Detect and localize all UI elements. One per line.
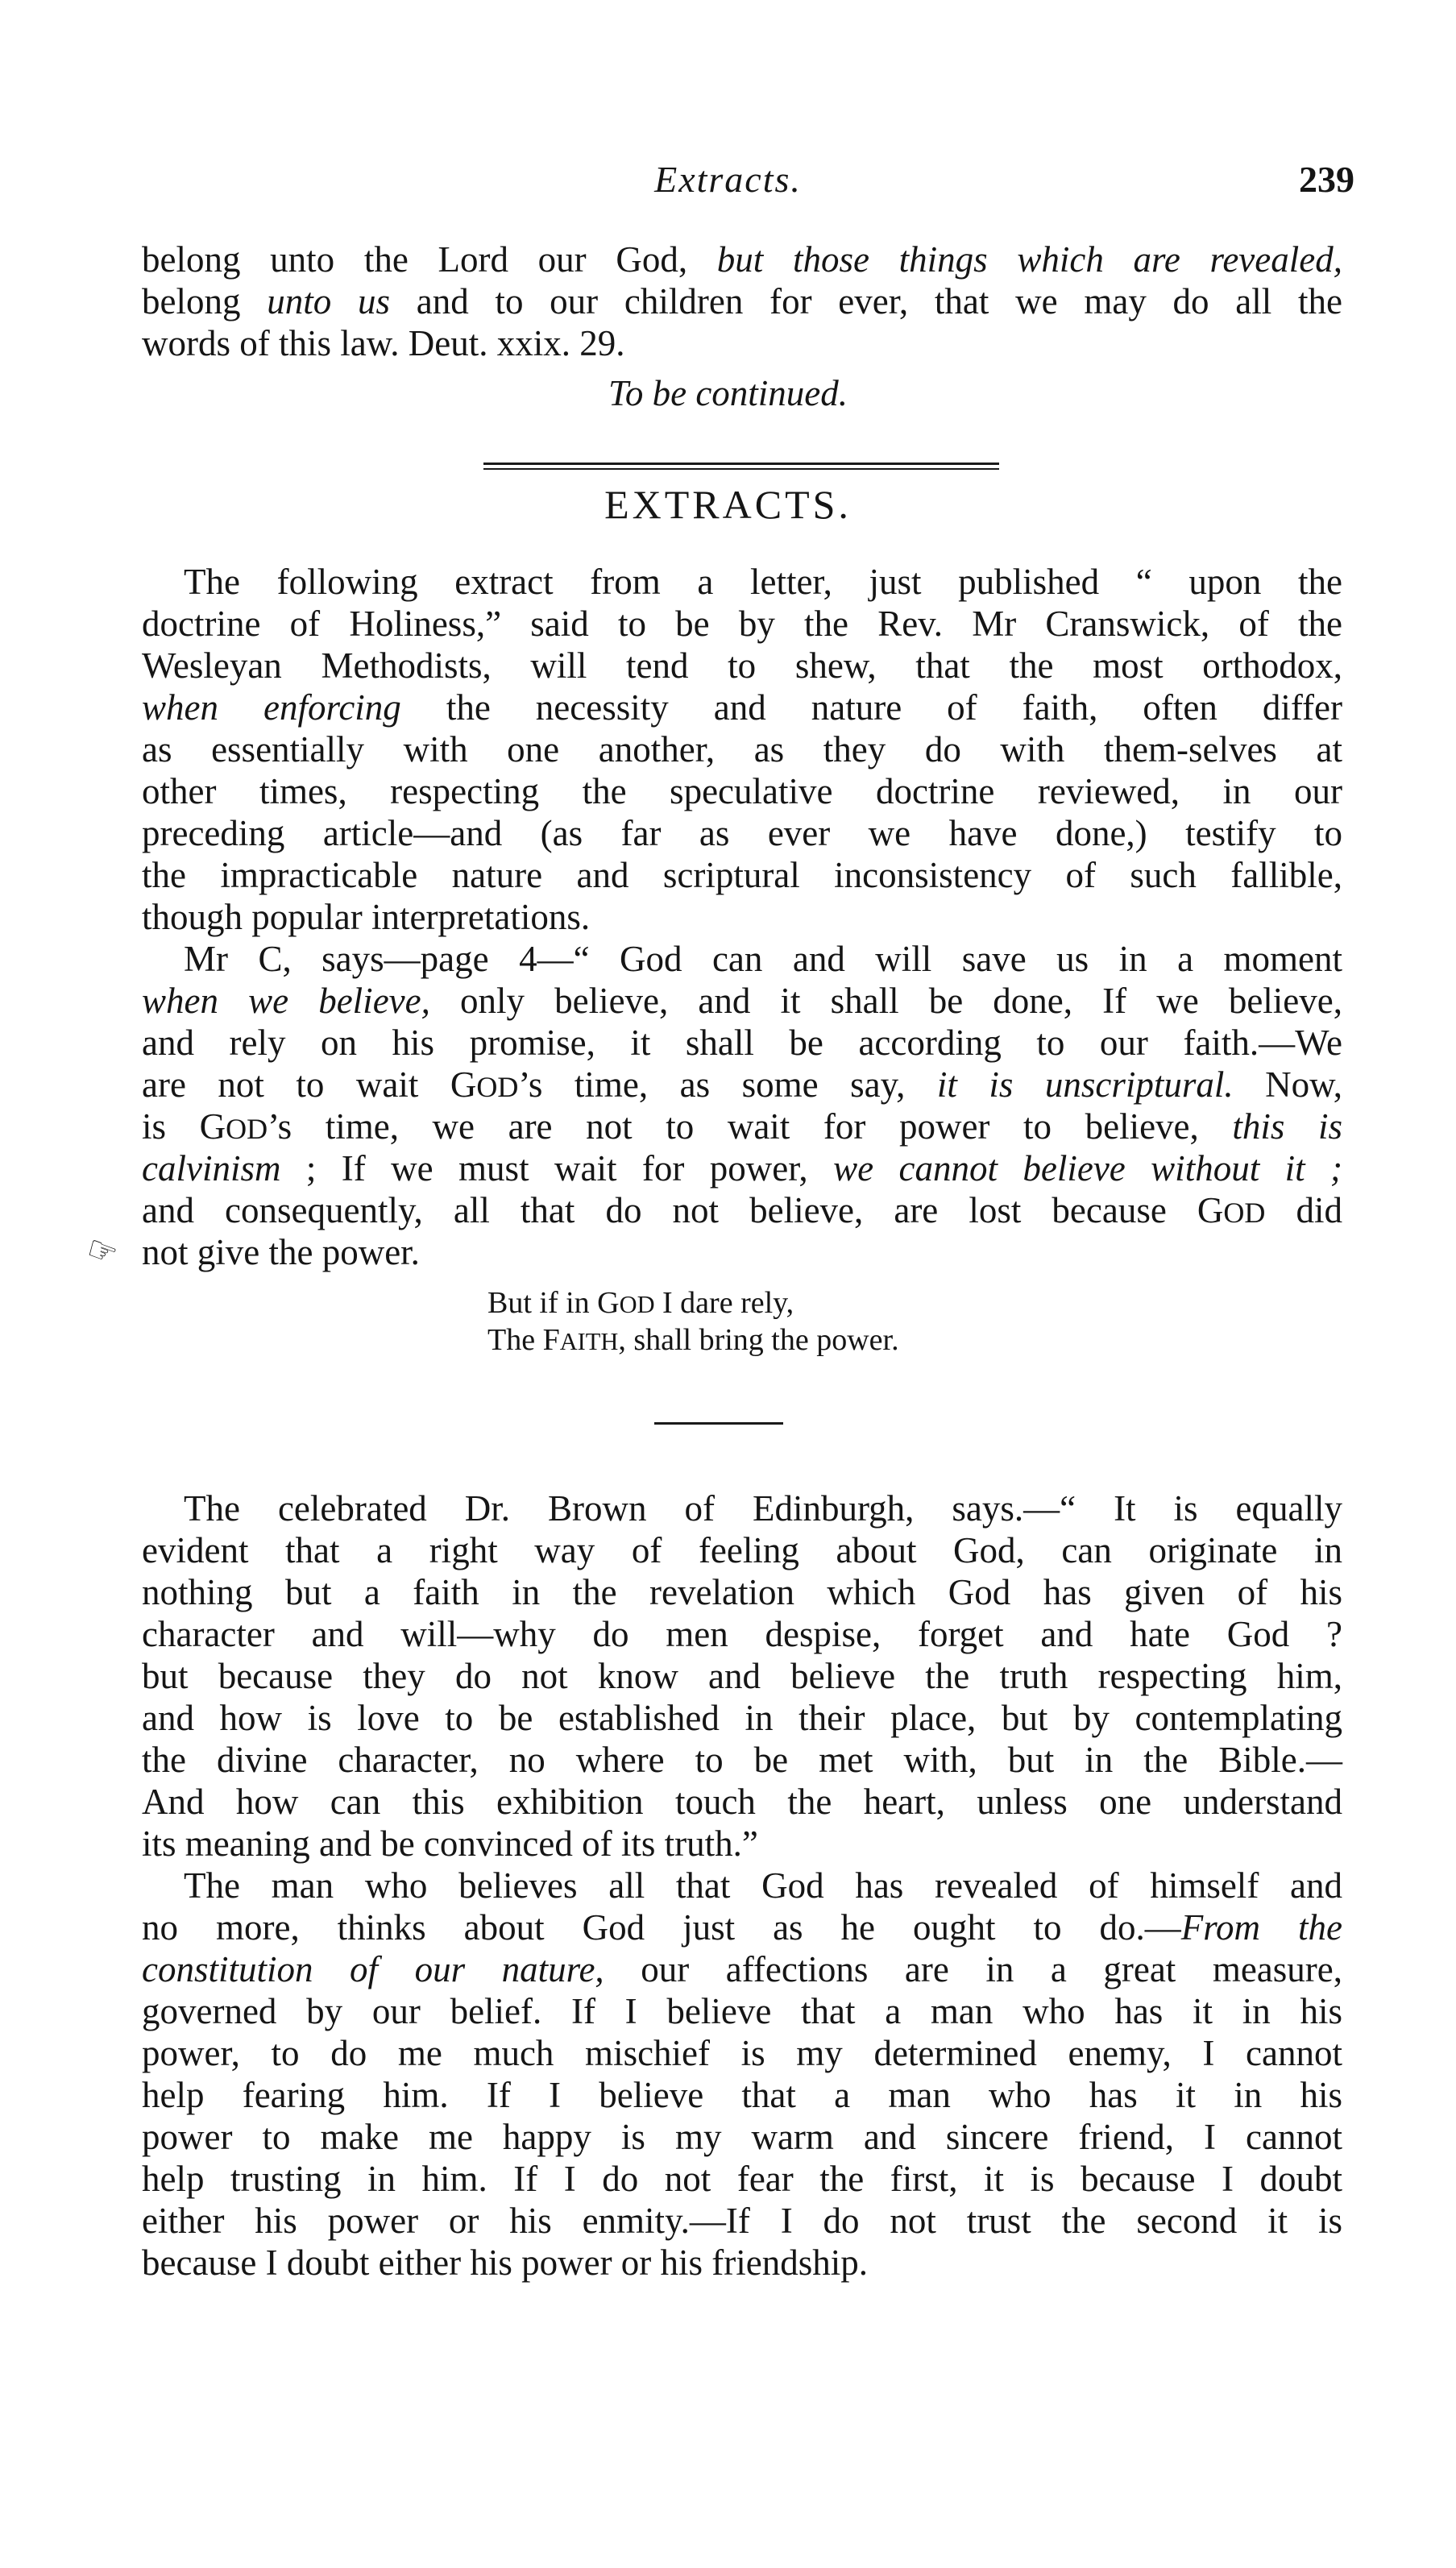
- verse-line: But if in GOD I dare rely,: [487, 1286, 794, 1320]
- text-line: are not to wait GOD’s time, as some say, it is unscriptural. Now,: [142, 1064, 1342, 1105]
- paragraph-belief: [142, 1865, 1342, 2284]
- text-line: governed by our belief. If I believe that a man who has it in his: [142, 1991, 1342, 2031]
- short-divider: [654, 1422, 783, 1425]
- running-head: [0, 158, 1456, 214]
- text-line: the divine character, no where to be met with, but in the Bible.—: [142, 1740, 1342, 1780]
- text-line: constitution of our nature, our affections are in a great measure,: [142, 1949, 1342, 1989]
- verse-couplet: [0, 1284, 1456, 1359]
- text-line: belong unto the Lord our God, but those things which are revealed,: [142, 239, 1342, 280]
- text-line: belong unto us and to our children for ever, that we may do all the: [142, 281, 1342, 322]
- text-line: its meaning and be convinced of its truth.”: [142, 1823, 758, 1864]
- paragraph-intro: [142, 561, 1342, 938]
- text-line: help fearing him. If I believe that a man who has it in his: [142, 2075, 1342, 2115]
- text-line: and how is love to be established in their place, but by contemplating: [142, 1698, 1342, 1738]
- text-line: when we believe, only believe, and it shall be done, If we believe,: [142, 981, 1342, 1021]
- text-line: because I doubt either his power or his friendship.: [142, 2242, 869, 2283]
- text-line: and consequently, all that do not believe, are lost because GOD did: [142, 1190, 1342, 1230]
- text-line: the impracticable nature and scriptural inconsistency of such fallible,: [142, 855, 1342, 895]
- text-line: Mr C, says—page 4—“ God can and will save us in a moment: [184, 939, 1342, 979]
- text-line: but because they do not know and believe the truth respecting him,: [142, 1656, 1342, 1696]
- text-line: either his power or his enmity.—If I do not trust the second it is: [142, 2201, 1342, 2241]
- page-number: 239: [1299, 159, 1354, 200]
- text-line: help trusting in him. If I do not fear the first, it is because I doubt: [142, 2159, 1342, 2199]
- text-line: character and will—why do men despise, forget and hate God ?: [142, 1614, 1342, 1654]
- text-line: power to make me happy is my warm and sincere friend, I cannot: [142, 2117, 1342, 2157]
- paragraph-brown: [142, 1487, 1342, 1865]
- text-line: calvinism ; If we must wait for power, we cannot believe without it ;: [142, 1148, 1343, 1189]
- text-line: power, to do me much mischief is my determined enemy, I cannot: [142, 2033, 1342, 2073]
- text-line: as essentially with one another, as they do with them-selves at: [142, 729, 1342, 770]
- text-line: preceding article—and (as far as ever we have done,) testify to: [142, 813, 1342, 853]
- text-line: when enforcing the necessity and nature of faith, often differ: [142, 687, 1342, 728]
- running-title: Extracts.: [654, 159, 802, 200]
- section-heading: EXTRACTS.: [604, 482, 852, 527]
- text-line: and rely on his promise, it shall be according to our faith.—We: [142, 1023, 1342, 1063]
- text-line: though popular interpretations.: [142, 897, 591, 937]
- verse-line: The FAITH, shall bring the power.: [487, 1323, 899, 1357]
- text-line: The celebrated Dr. Brown of Edinburgh, says.—“ It is equally: [184, 1488, 1342, 1529]
- text-line: other times, respecting the speculative doctrine reviewed, in our: [142, 771, 1342, 811]
- section-divider: [483, 463, 999, 470]
- text-line: The man who believes all that God has revealed of himself and: [184, 1865, 1342, 1906]
- text-line: not give the power.: [142, 1232, 420, 1272]
- text-line: And how can this exhibition touch the heart, unless one understand: [142, 1782, 1342, 1822]
- continuation-text: [142, 239, 1342, 364]
- text-line: The following extract from a letter, just published “ upon the: [184, 562, 1342, 602]
- text-line: words of this law. Deut. xxix. 29.: [142, 323, 625, 363]
- text-line: is GOD’s time, we are not to wait for power to believe, this is: [142, 1106, 1342, 1147]
- text-line: evident that a right way of feeling about God, can originate in: [142, 1530, 1342, 1570]
- text-line: Wesleyan Methodists, will tend to shew, that the most orthodox,: [142, 645, 1342, 686]
- paragraph-quote: [142, 938, 1342, 1273]
- text-line: no more, thinks about God just as he ought to do.—From the: [142, 1907, 1342, 1948]
- margin-mark-icon: ☞: [81, 1229, 123, 1275]
- text-line: doctrine of Holiness,” said to be by the Rev. Mr Cranswick, of the: [142, 604, 1342, 644]
- to-be-continued: To be continued.: [608, 373, 848, 413]
- text-line: nothing but a faith in the revelation which God has given of his: [142, 1572, 1342, 1612]
